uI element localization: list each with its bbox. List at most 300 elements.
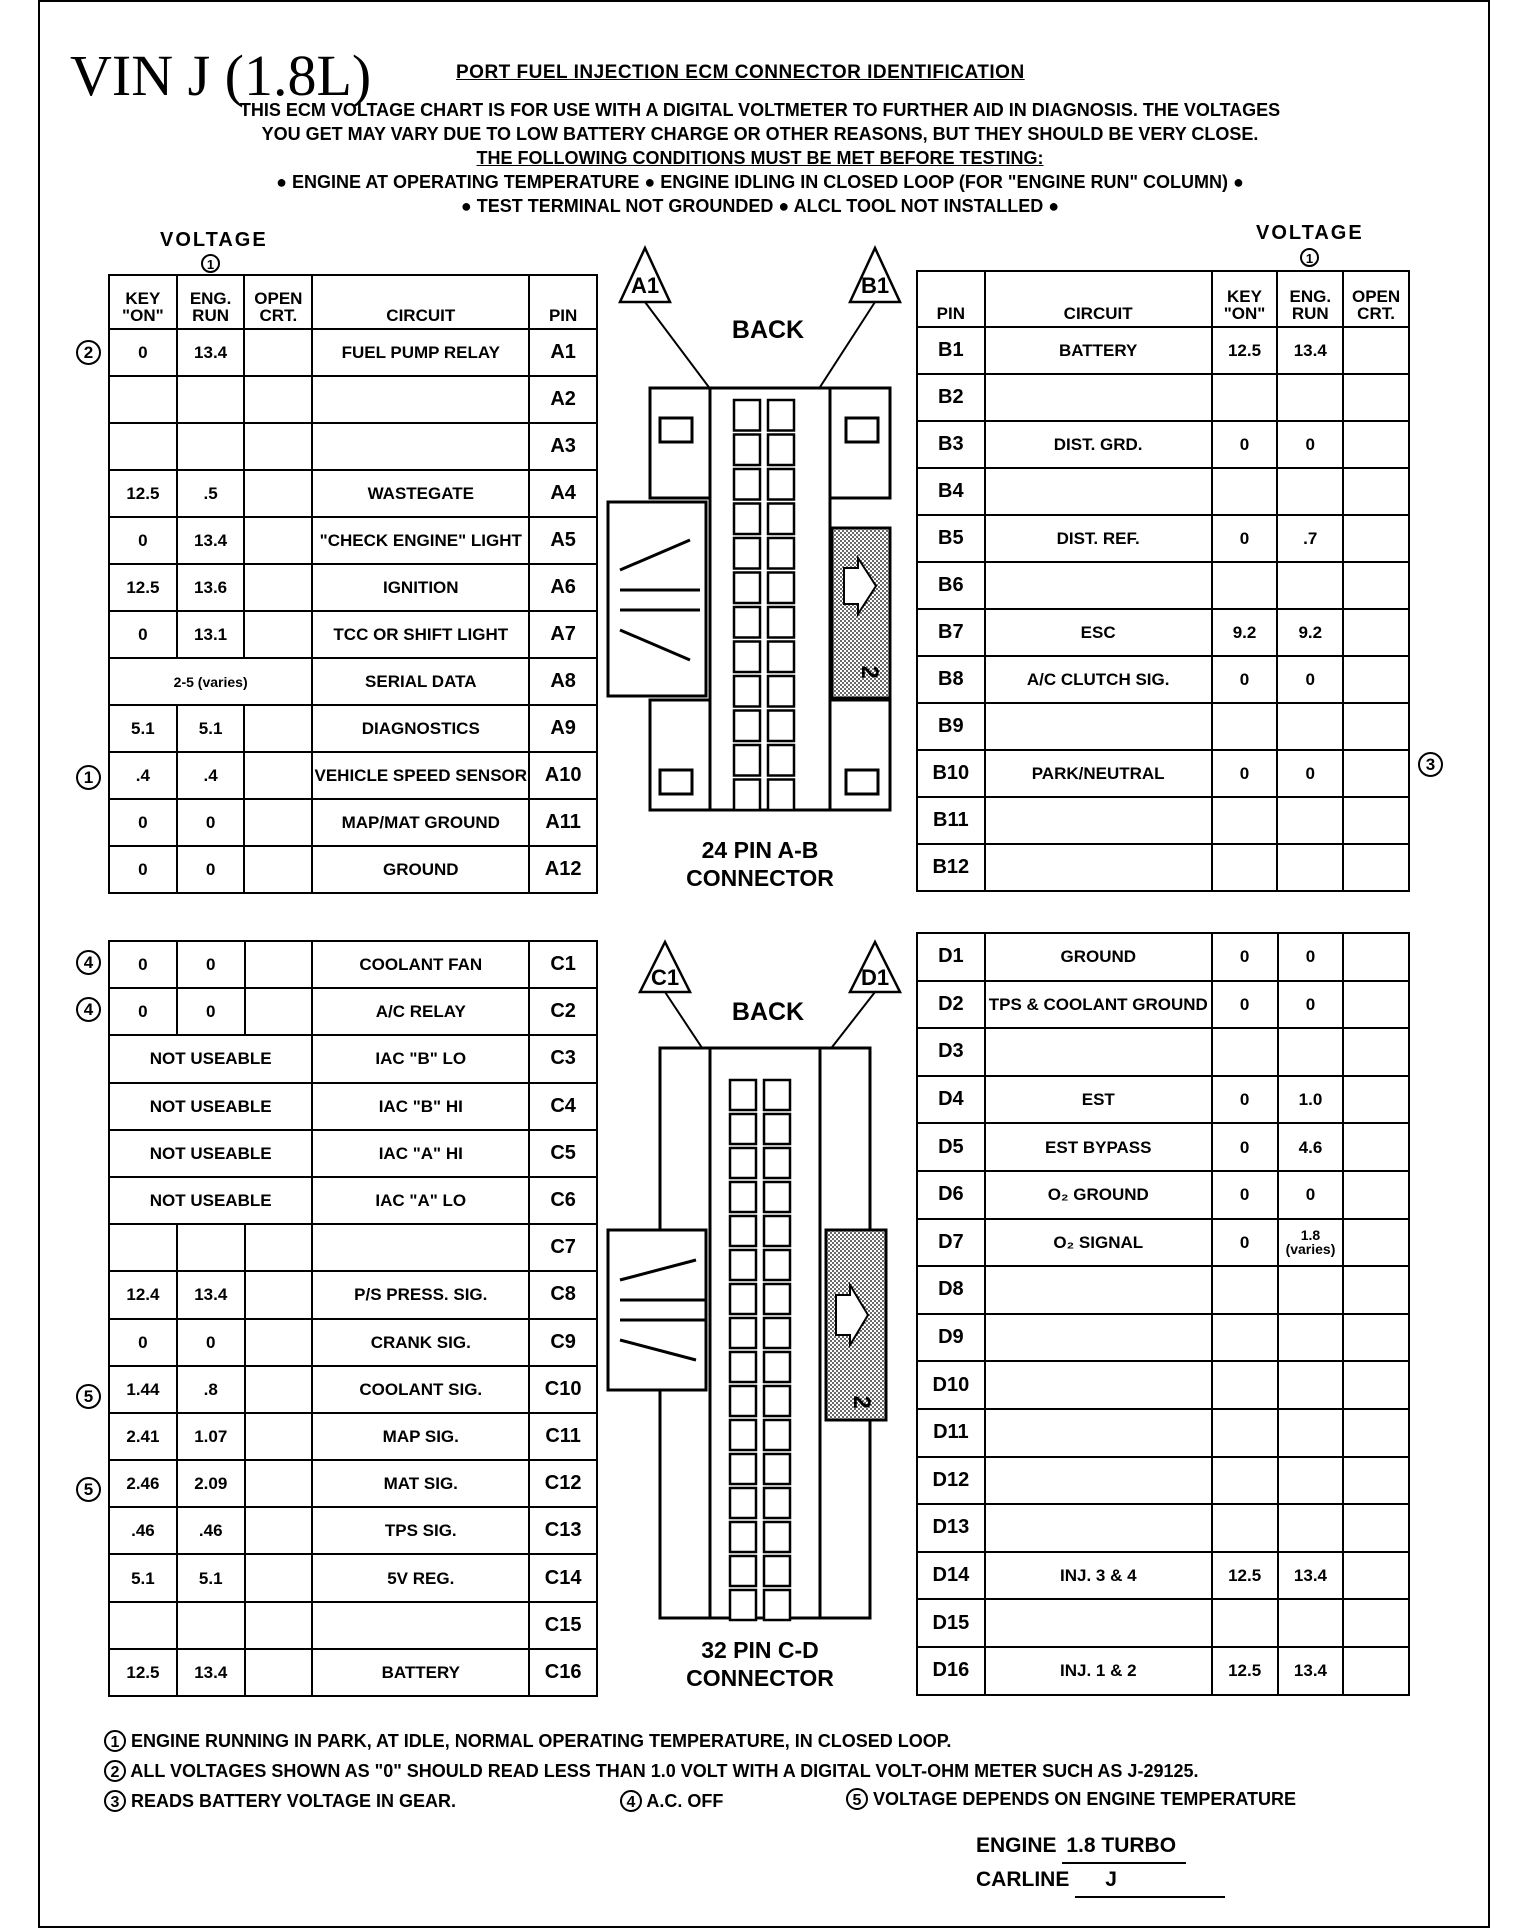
key-on-value bbox=[1212, 1028, 1278, 1076]
open-crt-value bbox=[1343, 844, 1409, 891]
key-on-value bbox=[109, 1224, 177, 1271]
table-row bbox=[917, 844, 1409, 891]
circuit-name bbox=[985, 797, 1212, 844]
cd-pin-cell bbox=[730, 1352, 756, 1382]
pin-id: D7 bbox=[917, 1219, 985, 1267]
pin-id: D3 bbox=[917, 1028, 985, 1076]
key-on-value: 0 bbox=[109, 517, 177, 564]
cd-pin-cell bbox=[764, 1216, 790, 1246]
circuit-name: O₂ GROUND bbox=[985, 1171, 1212, 1219]
circuit-name: INJ. 3 & 4 bbox=[985, 1552, 1212, 1600]
eng-run-value: 13.1 bbox=[177, 611, 245, 658]
table-row bbox=[917, 1504, 1409, 1552]
tag-c1-text: C1 bbox=[650, 965, 680, 990]
eng-run-value bbox=[1277, 562, 1343, 609]
table-row bbox=[917, 1361, 1409, 1409]
table-row bbox=[917, 1409, 1409, 1457]
circuit-name bbox=[312, 1602, 529, 1649]
eng-run-value: 1.07 bbox=[177, 1413, 245, 1460]
circuit-name: P/S PRESS. SIG. bbox=[312, 1271, 529, 1318]
open-crt-value bbox=[1343, 1171, 1409, 1219]
cd-pin-cell bbox=[764, 1148, 790, 1178]
pin-id: D1 bbox=[917, 933, 985, 981]
open-crt-value bbox=[1343, 1028, 1409, 1076]
eng-run-value: 5.1 bbox=[177, 705, 245, 752]
ab-pin-cell bbox=[768, 676, 794, 707]
eng-run-value: 5.1 bbox=[177, 1554, 245, 1601]
run-note-right: 1 bbox=[1300, 248, 1319, 268]
open-crt-value bbox=[245, 1413, 313, 1460]
open-crt-value bbox=[1343, 656, 1409, 703]
key-on-value: 12.5 bbox=[1212, 327, 1278, 374]
table-row bbox=[109, 1460, 597, 1507]
pin-id: C15 bbox=[529, 1602, 597, 1649]
engine-carline-block bbox=[976, 1830, 1225, 1898]
ab-pin-cell bbox=[768, 469, 794, 500]
ab-pin-cell bbox=[734, 607, 760, 638]
cd-pin-cell bbox=[764, 1182, 790, 1212]
key-on-value bbox=[1212, 703, 1278, 750]
pin-id: C8 bbox=[529, 1271, 597, 1318]
circuit-name bbox=[985, 1599, 1212, 1647]
open-crt-value bbox=[1343, 327, 1409, 374]
open-crt-value bbox=[245, 988, 313, 1035]
circuit-name: BATTERY bbox=[312, 1649, 529, 1696]
open-crt-value bbox=[245, 1554, 313, 1601]
ab-pin-cell bbox=[768, 780, 794, 811]
key-on-value: 0 bbox=[1212, 933, 1278, 981]
run-note-left: 1 bbox=[201, 254, 220, 274]
table-row bbox=[109, 752, 597, 799]
circuit-name: MAP/MAT GROUND bbox=[312, 799, 529, 846]
col-header-eng-run: ENG. RUN bbox=[1277, 271, 1343, 327]
ab-pin-cell bbox=[768, 400, 794, 431]
table-row bbox=[917, 1314, 1409, 1362]
pin-id: D12 bbox=[917, 1457, 985, 1505]
pin-id: C16 bbox=[529, 1649, 597, 1696]
table-row bbox=[917, 1123, 1409, 1171]
cd-pin-cell bbox=[764, 1522, 790, 1552]
table-row bbox=[109, 611, 597, 658]
eng-run-value bbox=[177, 1602, 245, 1649]
table-row bbox=[109, 376, 597, 423]
connector-cd-label-line1: 32 PIN C-D bbox=[701, 1637, 819, 1663]
merged-value: NOT USEABLE bbox=[109, 1177, 312, 1224]
circuit-name: GROUND bbox=[312, 846, 529, 893]
circuit-name bbox=[985, 1028, 1212, 1076]
key-on-value bbox=[109, 1602, 177, 1649]
circuit-name bbox=[985, 468, 1212, 515]
table-row bbox=[109, 658, 597, 705]
circuit-name: "CHECK ENGINE" LIGHT bbox=[312, 517, 529, 564]
eng-run-value bbox=[1277, 844, 1343, 891]
key-on-value: 0 bbox=[1212, 1219, 1278, 1267]
open-crt-value bbox=[1343, 1552, 1409, 1600]
open-crt-value bbox=[245, 1649, 313, 1696]
circuit-name: COOLANT FAN bbox=[312, 941, 529, 988]
key-on-value bbox=[109, 423, 177, 470]
key-on-value: .46 bbox=[109, 1507, 177, 1554]
eng-run-value: .7 bbox=[1277, 515, 1343, 562]
col-header-pin: PIN bbox=[917, 271, 985, 327]
key-on-value bbox=[1212, 797, 1278, 844]
eng-run-value bbox=[1278, 1504, 1344, 1552]
pin-id: A12 bbox=[529, 846, 597, 893]
connector-ab-diagram bbox=[600, 240, 910, 900]
eng-run-value: 0 bbox=[1277, 421, 1343, 468]
key-on-value: 0 bbox=[1212, 515, 1278, 562]
carline-line: CARLINE J bbox=[976, 1864, 1225, 1898]
pin-id: B9 bbox=[917, 703, 985, 750]
table-b-pins bbox=[916, 270, 1410, 892]
table-row bbox=[109, 1602, 597, 1649]
open-crt-value bbox=[1343, 1409, 1409, 1457]
col-header-key-on: KEY "ON" bbox=[1212, 271, 1278, 327]
table-row bbox=[917, 797, 1409, 844]
key-on-value: 12.4 bbox=[109, 1271, 177, 1318]
open-crt-value bbox=[244, 799, 312, 846]
circuit-name bbox=[985, 703, 1212, 750]
table-row bbox=[109, 564, 597, 611]
key-on-value: 0 bbox=[109, 611, 177, 658]
circuit-name: MAP SIG. bbox=[312, 1413, 529, 1460]
eng-run-value: 13.4 bbox=[177, 517, 245, 564]
table-a-pins bbox=[108, 274, 598, 894]
key-on-value: 0 bbox=[1212, 981, 1278, 1029]
col-header-open-crt: OPEN CRT. bbox=[1343, 271, 1409, 327]
key-on-value: 12.5 bbox=[1212, 1647, 1278, 1695]
table-row bbox=[917, 515, 1409, 562]
circuit-name: GROUND bbox=[985, 933, 1212, 981]
col-header-key-on: KEY "ON" bbox=[109, 275, 177, 329]
table-row bbox=[917, 1076, 1409, 1124]
ab-pin-cell bbox=[734, 573, 760, 604]
circuit-name: PARK/NEUTRAL bbox=[985, 750, 1212, 797]
eng-run-value: 13.4 bbox=[1277, 327, 1343, 374]
cd-pin-cell bbox=[730, 1590, 756, 1620]
pin-id: D5 bbox=[917, 1123, 985, 1171]
open-crt-value bbox=[244, 423, 312, 470]
key-on-value: 0 bbox=[109, 941, 177, 988]
ab-pin-cell bbox=[734, 400, 760, 431]
intro-line-1: THIS ECM VOLTAGE CHART IS FOR USE WITH A DIGITAL VOLTMETER TO FURTHER AID IN DIAGNOSIS. THE VOLTAGES bbox=[239, 100, 1281, 120]
table-row bbox=[109, 1130, 597, 1177]
open-crt-value bbox=[1343, 1647, 1409, 1695]
eng-run-value bbox=[1277, 374, 1343, 421]
eng-run-value bbox=[1278, 1409, 1344, 1457]
table-row bbox=[917, 981, 1409, 1029]
conditions-line-1: ● ENGINE AT OPERATING TEMPERATURE ● ENGINE IDLING IN CLOSED LOOP (FOR "ENGINE RUN" COLUMN) ● bbox=[276, 172, 1244, 192]
table-c-pins bbox=[108, 940, 598, 1697]
key-on-value: 0 bbox=[1212, 750, 1278, 797]
table-row bbox=[109, 1649, 597, 1696]
open-crt-value bbox=[1343, 1076, 1409, 1124]
page-subtitle: PORT FUEL INJECTION ECM CONNECTOR IDENTIFICATION bbox=[456, 62, 1025, 83]
eng-run-value bbox=[1278, 1457, 1344, 1505]
eng-run-value: 0 bbox=[177, 1319, 245, 1366]
merged-value: 2-5 (varies) bbox=[109, 658, 312, 705]
eng-run-value: 0 bbox=[177, 941, 245, 988]
back-label-cd: BACK bbox=[731, 998, 805, 1026]
open-crt-value bbox=[1343, 609, 1409, 656]
ab-pin-cell bbox=[734, 745, 760, 776]
key-on-value: 12.5 bbox=[109, 1649, 177, 1696]
circuit-name: MAT SIG. bbox=[312, 1460, 529, 1507]
circuit-name: EST BYPASS bbox=[985, 1123, 1212, 1171]
side-number-ab: 2 bbox=[856, 665, 883, 679]
pin-id: D6 bbox=[917, 1171, 985, 1219]
circuit-name: IAC "B" LO bbox=[312, 1035, 529, 1082]
key-on-value: 5.1 bbox=[109, 705, 177, 752]
open-crt-value bbox=[1343, 1314, 1409, 1362]
table-row bbox=[109, 1083, 597, 1130]
cd-pin-cell bbox=[730, 1080, 756, 1110]
key-on-value: .4 bbox=[109, 752, 177, 799]
circuit-name: EST bbox=[985, 1076, 1212, 1124]
circuit-name: SERIAL DATA bbox=[312, 658, 529, 705]
cd-pin-cell bbox=[764, 1284, 790, 1314]
eng-run-value: 0 bbox=[1277, 750, 1343, 797]
table-row bbox=[109, 1271, 597, 1318]
eng-run-value: 1.8 (varies) bbox=[1278, 1219, 1344, 1267]
eng-run-value bbox=[177, 376, 245, 423]
cd-pin-cell bbox=[764, 1590, 790, 1620]
table-row bbox=[109, 1507, 597, 1554]
circuit-name: IAC "A" HI bbox=[312, 1130, 529, 1177]
cd-pin-cell bbox=[730, 1488, 756, 1518]
pin-id: D2 bbox=[917, 981, 985, 1029]
ab-pin-cell bbox=[768, 642, 794, 673]
circuit-name: A/C RELAY bbox=[312, 988, 529, 1035]
circuit-name bbox=[985, 1361, 1212, 1409]
ab-pin-cell bbox=[734, 642, 760, 673]
pin-id: B12 bbox=[917, 844, 985, 891]
cd-pin-cell bbox=[730, 1284, 756, 1314]
eng-run-value: 13.4 bbox=[177, 1271, 245, 1318]
key-on-value bbox=[1212, 1361, 1278, 1409]
table-row bbox=[917, 656, 1409, 703]
col-header-circuit: CIRCUIT bbox=[312, 275, 529, 329]
note-marker-a1: 2 bbox=[76, 340, 101, 365]
pin-id: B6 bbox=[917, 562, 985, 609]
key-on-value: 2.41 bbox=[109, 1413, 177, 1460]
cd-pin-cell bbox=[730, 1216, 756, 1246]
open-crt-value bbox=[245, 1602, 313, 1649]
circuit-name bbox=[985, 1409, 1212, 1457]
table-row bbox=[109, 470, 597, 517]
table-row bbox=[917, 933, 1409, 981]
table-row bbox=[917, 703, 1409, 750]
circuit-name: ESC bbox=[985, 609, 1212, 656]
cd-pin-cell bbox=[730, 1114, 756, 1144]
ab-pin-cell bbox=[768, 538, 794, 569]
header-row bbox=[109, 275, 597, 329]
circuit-name: IAC "B" HI bbox=[312, 1083, 529, 1130]
col-header-open-crt: OPEN CRT. bbox=[244, 275, 312, 329]
table-row bbox=[917, 1457, 1409, 1505]
page-title: VIN J (1.8L) bbox=[70, 43, 372, 108]
table-row bbox=[917, 1219, 1409, 1267]
circuit-name bbox=[985, 844, 1212, 891]
open-crt-value bbox=[245, 1319, 313, 1366]
circuit-name: TPS & COOLANT GROUND bbox=[985, 981, 1212, 1029]
cd-pin-cell bbox=[764, 1386, 790, 1416]
eng-run-value bbox=[1278, 1361, 1344, 1409]
open-crt-value bbox=[1343, 421, 1409, 468]
pin-id: C12 bbox=[529, 1460, 597, 1507]
table-row bbox=[109, 329, 597, 376]
pin-id: A4 bbox=[529, 470, 597, 517]
col-header-pin: PIN bbox=[529, 275, 597, 329]
conditions-heading: THE FOLLOWING CONDITIONS MUST BE MET BEFORE TESTING: bbox=[476, 148, 1044, 168]
cd-pin-cell bbox=[764, 1250, 790, 1280]
cd-pin-cell bbox=[730, 1420, 756, 1450]
circuit-name: VEHICLE SPEED SENSOR bbox=[312, 752, 529, 799]
connector-ab-label-line2: CONNECTOR bbox=[686, 865, 834, 891]
pin-id: C2 bbox=[529, 988, 597, 1035]
pin-id: B8 bbox=[917, 656, 985, 703]
tag-d1-text: D1 bbox=[860, 965, 890, 990]
table-row bbox=[917, 421, 1409, 468]
circuit-name bbox=[312, 1224, 529, 1271]
open-crt-value bbox=[1343, 1457, 1409, 1505]
open-crt-value bbox=[245, 1271, 313, 1318]
key-on-value bbox=[1212, 1457, 1278, 1505]
open-crt-value bbox=[244, 705, 312, 752]
pin-id: A8 bbox=[529, 658, 597, 705]
circuit-name: 5V REG. bbox=[312, 1554, 529, 1601]
open-crt-value bbox=[1343, 1361, 1409, 1409]
table-row bbox=[917, 750, 1409, 797]
cd-pin-cell bbox=[730, 1522, 756, 1552]
table-row bbox=[917, 609, 1409, 656]
key-on-value bbox=[109, 376, 177, 423]
table-row bbox=[109, 1413, 597, 1460]
ab-pin-cell bbox=[734, 435, 760, 466]
eng-run-value: 0 bbox=[177, 846, 245, 893]
eng-run-value: .46 bbox=[177, 1507, 245, 1554]
table-row bbox=[917, 562, 1409, 609]
cd-pin-cell bbox=[764, 1420, 790, 1450]
connector-cd-label-line2: CONNECTOR bbox=[686, 1665, 834, 1691]
key-on-value: 0 bbox=[109, 846, 177, 893]
cd-pin-cell bbox=[730, 1454, 756, 1484]
open-crt-value bbox=[1343, 562, 1409, 609]
ab-pin-cell bbox=[734, 538, 760, 569]
key-on-value bbox=[1212, 1599, 1278, 1647]
circuit-name bbox=[985, 374, 1212, 421]
ab-pin-cell bbox=[768, 573, 794, 604]
pin-id: B4 bbox=[917, 468, 985, 515]
table-row bbox=[917, 1028, 1409, 1076]
eng-run-value: 13.6 bbox=[177, 564, 245, 611]
key-on-value: 0 bbox=[1212, 1123, 1278, 1171]
open-crt-value bbox=[1343, 1123, 1409, 1171]
open-crt-value bbox=[1343, 1599, 1409, 1647]
circuit-name: WASTEGATE bbox=[312, 470, 529, 517]
circuit-name: TCC OR SHIFT LIGHT bbox=[312, 611, 529, 658]
eng-run-value bbox=[1277, 468, 1343, 515]
open-crt-value bbox=[1343, 750, 1409, 797]
table-row bbox=[109, 423, 597, 470]
pin-id: B3 bbox=[917, 421, 985, 468]
table-row bbox=[917, 1171, 1409, 1219]
cd-pin-cell bbox=[764, 1488, 790, 1518]
table-row bbox=[917, 374, 1409, 421]
open-crt-value bbox=[245, 1507, 313, 1554]
intro-line-2: YOU GET MAY VARY DUE TO LOW BATTERY CHARGE OR OTHER REASONS, BUT THEY SHOULD BE VERY CLOSE. bbox=[261, 124, 1259, 144]
pin-id: B11 bbox=[917, 797, 985, 844]
circuit-name: BATTERY bbox=[985, 327, 1212, 374]
pin-id: D15 bbox=[917, 1599, 985, 1647]
merged-value: NOT USEABLE bbox=[109, 1083, 312, 1130]
cd-pin-cell bbox=[764, 1080, 790, 1110]
cd-pin-cell bbox=[730, 1250, 756, 1280]
key-on-value bbox=[1212, 1504, 1278, 1552]
voltage-label-right: VOLTAGE bbox=[1256, 222, 1364, 244]
table-row bbox=[109, 1319, 597, 1366]
key-on-value: 0 bbox=[109, 988, 177, 1035]
eng-run-value bbox=[1278, 1028, 1344, 1076]
pin-id: D10 bbox=[917, 1361, 985, 1409]
cd-pin-cell bbox=[764, 1556, 790, 1586]
pin-id: D4 bbox=[917, 1076, 985, 1124]
note-marker-c10: 5 bbox=[76, 1384, 101, 1409]
ab-pin-cell bbox=[768, 435, 794, 466]
pin-id: A7 bbox=[529, 611, 597, 658]
open-crt-value bbox=[244, 329, 312, 376]
tag-a1-text: A1 bbox=[630, 273, 660, 298]
merged-value: NOT USEABLE bbox=[109, 1035, 312, 1082]
key-on-value: 0 bbox=[1212, 1171, 1278, 1219]
pin-id: C7 bbox=[529, 1224, 597, 1271]
pin-id: A2 bbox=[529, 376, 597, 423]
open-crt-value bbox=[245, 1460, 313, 1507]
note-4: 4 A.C. OFF bbox=[620, 1790, 723, 1812]
cd-pin-cell bbox=[764, 1318, 790, 1348]
circuit-name: DIST. REF. bbox=[985, 515, 1212, 562]
pin-id: C9 bbox=[529, 1319, 597, 1366]
circuit-name: IGNITION bbox=[312, 564, 529, 611]
circuit-name: FUEL PUMP RELAY bbox=[312, 329, 529, 376]
eng-run-value: 4.6 bbox=[1278, 1123, 1344, 1171]
cd-pin-cell bbox=[764, 1454, 790, 1484]
pin-id: D16 bbox=[917, 1647, 985, 1695]
pin-id: C1 bbox=[529, 941, 597, 988]
key-on-value bbox=[1212, 468, 1278, 515]
open-crt-value bbox=[245, 1224, 313, 1271]
eng-run-value: 1.0 bbox=[1278, 1076, 1344, 1124]
ab-pin-cell bbox=[768, 745, 794, 776]
ab-pin-cell bbox=[768, 504, 794, 535]
ab-pin-cell bbox=[734, 469, 760, 500]
circuit-name bbox=[985, 1314, 1212, 1362]
pin-id: C11 bbox=[529, 1413, 597, 1460]
key-on-value bbox=[1212, 562, 1278, 609]
table-d-pins bbox=[916, 932, 1410, 1696]
key-on-value: 0 bbox=[109, 799, 177, 846]
ab-pin-cell bbox=[734, 676, 760, 707]
table-row bbox=[109, 988, 597, 1035]
circuit-name bbox=[312, 423, 529, 470]
conditions-line-2: ● TEST TERMINAL NOT GROUNDED ● ALCL TOOL NOT INSTALLED ● bbox=[460, 196, 1060, 216]
open-crt-value bbox=[244, 846, 312, 893]
circuit-name: CRANK SIG. bbox=[312, 1319, 529, 1366]
open-crt-value bbox=[1343, 1504, 1409, 1552]
cd-pin-cell bbox=[764, 1114, 790, 1144]
pin-id: C10 bbox=[529, 1366, 597, 1413]
pin-id: B10 bbox=[917, 750, 985, 797]
